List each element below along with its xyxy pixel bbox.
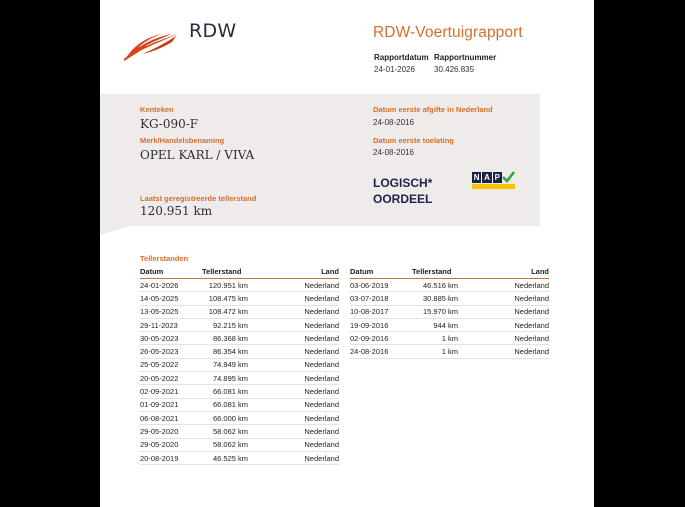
cell-tellerstand: 108.475 km: [202, 292, 248, 305]
nap-letter-n: N: [472, 172, 482, 183]
nap-letter-p: P: [494, 173, 500, 182]
nap-letter-a: A: [482, 172, 492, 183]
table-row: [140, 345, 339, 358]
cell-tellerstand: 86.354 km: [202, 345, 248, 358]
cell-land: Nederland: [248, 398, 339, 411]
teller-value: 120.951 km: [140, 204, 213, 218]
tellerstanden-title: Tellerstanden: [140, 254, 189, 263]
merk-label: Merk/Handelsbenaming: [140, 136, 225, 145]
report-date-value: 24-01-2026: [374, 65, 415, 74]
report-title: RDW-Voertuigrapport: [373, 24, 523, 41]
cell-land: Nederland: [248, 451, 339, 464]
afgifte-label: Datum eerste afgifte in Nederland: [373, 105, 493, 114]
cell-datum: 19-09-2016: [350, 318, 412, 331]
tellerstanden-table-right: [350, 266, 549, 359]
cell-tellerstand: 74.949 km: [202, 358, 248, 371]
cell-datum: 02-09-2021: [140, 385, 202, 398]
brand-name: RDW: [189, 20, 237, 42]
cell-tellerstand: 58.062 km: [202, 438, 248, 451]
cell-datum: 10-08-2017: [350, 305, 412, 318]
col-datum: Datum: [140, 266, 202, 279]
panel-tab-shape: [100, 226, 130, 235]
cell-land: Nederland: [458, 345, 549, 358]
col-tellerstand: Tellerstand: [202, 266, 248, 279]
cell-datum: 06-08-2021: [140, 411, 202, 424]
cell-datum: 20-05-2022: [140, 372, 202, 385]
cell-tellerstand: 66.081 km: [202, 385, 248, 398]
cell-tellerstand: 944 km: [412, 318, 458, 331]
cell-tellerstand: 66.081 km: [202, 398, 248, 411]
oordeel-verdict: [373, 175, 432, 207]
cell-tellerstand: 86.368 km: [202, 332, 248, 345]
col-datum: Datum: [350, 266, 412, 279]
table-row: [350, 305, 549, 318]
table-row: [350, 345, 549, 358]
cell-tellerstand: 66.000 km: [202, 411, 248, 424]
rdw-logo-icon: [122, 32, 180, 62]
cell-tellerstand: 92.215 km: [202, 318, 248, 331]
cell-datum: 02-09-2016: [350, 332, 412, 345]
cell-tellerstand: 1 km: [412, 332, 458, 345]
cell-land: Nederland: [458, 305, 549, 318]
cell-datum: 30-05-2023: [140, 332, 202, 345]
cell-datum: 29-05-2020: [140, 438, 202, 451]
report-date-block: [374, 53, 429, 74]
merk-value: OPEL KARL / VIVA: [140, 148, 255, 162]
col-tellerstand: Tellerstand: [412, 266, 458, 279]
table-row: [140, 358, 339, 371]
table-row: [140, 385, 339, 398]
cell-datum: 24-08-2016: [350, 345, 412, 358]
col-land: Land: [248, 266, 339, 279]
cell-land: Nederland: [458, 332, 549, 345]
table-row: [350, 279, 549, 292]
cell-land: Nederland: [248, 345, 339, 358]
cell-datum: 01-09-2021: [140, 398, 202, 411]
oordeel-line2: OORDEEL: [373, 192, 433, 206]
cell-tellerstand: 1 km: [412, 345, 458, 358]
cell-tellerstand: 74.895 km: [202, 372, 248, 385]
cell-datum: 29-11-2023: [140, 318, 202, 331]
report-page: [100, 0, 594, 507]
oordeel-line1: LOGISCH*: [373, 176, 433, 190]
cell-land: Nederland: [248, 305, 339, 318]
cell-land: Nederland: [248, 411, 339, 424]
cell-land: Nederland: [248, 279, 339, 292]
nap-yellow-bar: [472, 184, 515, 189]
table-row: [140, 451, 339, 464]
table-row: [140, 372, 339, 385]
vehicle-summary-panel: [100, 94, 540, 226]
cell-datum: 13-05-2025: [140, 305, 202, 318]
report-number-value: 30.426.835: [434, 65, 475, 74]
table-row: [140, 305, 339, 318]
table-row: [140, 438, 339, 451]
report-date-label: Rapportdatum: [374, 53, 429, 62]
cell-tellerstand: 120.951 km: [202, 279, 248, 292]
cell-tellerstand: 46.525 km: [202, 451, 248, 464]
report-number-block: [434, 53, 496, 74]
cell-land: Nederland: [248, 425, 339, 438]
teller-label: Laatst geregistreerde tellerstand: [140, 194, 257, 203]
cell-tellerstand: 108.472 km: [202, 305, 248, 318]
col-land: Land: [458, 266, 549, 279]
toelating-label: Datum eerste toelating: [373, 136, 454, 145]
cell-datum: 20-08-2019: [140, 451, 202, 464]
table-row: [140, 398, 339, 411]
kenteken-label: Kenteken: [140, 105, 174, 114]
cell-land: Nederland: [248, 372, 339, 385]
cell-land: Nederland: [458, 318, 549, 331]
cell-datum: 29-05-2020: [140, 425, 202, 438]
cell-land: Nederland: [248, 332, 339, 345]
cell-land: Nederland: [248, 318, 339, 331]
cell-tellerstand: 15.970 km: [412, 305, 458, 318]
cell-tellerstand: 58.062 km: [202, 425, 248, 438]
table-row: [350, 292, 549, 305]
table-row: [140, 425, 339, 438]
table-row: [140, 318, 339, 331]
cell-datum: 25-05-2022: [140, 358, 202, 371]
tellerstanden-table-left: [140, 266, 339, 465]
cell-tellerstand: 30.885 km: [412, 292, 458, 305]
cell-land: Nederland: [458, 279, 549, 292]
cell-land: Nederland: [248, 385, 339, 398]
table-row: [350, 332, 549, 345]
cell-land: Nederland: [458, 292, 549, 305]
cell-land: Nederland: [248, 292, 339, 305]
cell-datum: 03-07-2018: [350, 292, 412, 305]
table-row: [140, 292, 339, 305]
afgifte-value: 24-08-2016: [373, 118, 414, 127]
cell-datum: 14-05-2025: [140, 292, 202, 305]
table-row: [350, 318, 549, 331]
table-row: [140, 279, 339, 292]
nap-logo: [472, 172, 515, 190]
report-number-label: Rapportnummer: [434, 53, 497, 62]
cell-tellerstand: 46.516 km: [412, 279, 458, 292]
cell-datum: 26-05-2023: [140, 345, 202, 358]
cell-datum: 03-06-2019: [350, 279, 412, 292]
toelating-value: 24-08-2016: [373, 148, 414, 157]
cell-land: Nederland: [248, 358, 339, 371]
table-row: [140, 411, 339, 424]
checkmark-icon: [502, 170, 515, 184]
cell-datum: 24-01-2026: [140, 279, 202, 292]
table-row: [140, 332, 339, 345]
cell-land: Nederland: [248, 438, 339, 451]
kenteken-value: KG-090-F: [140, 117, 199, 131]
